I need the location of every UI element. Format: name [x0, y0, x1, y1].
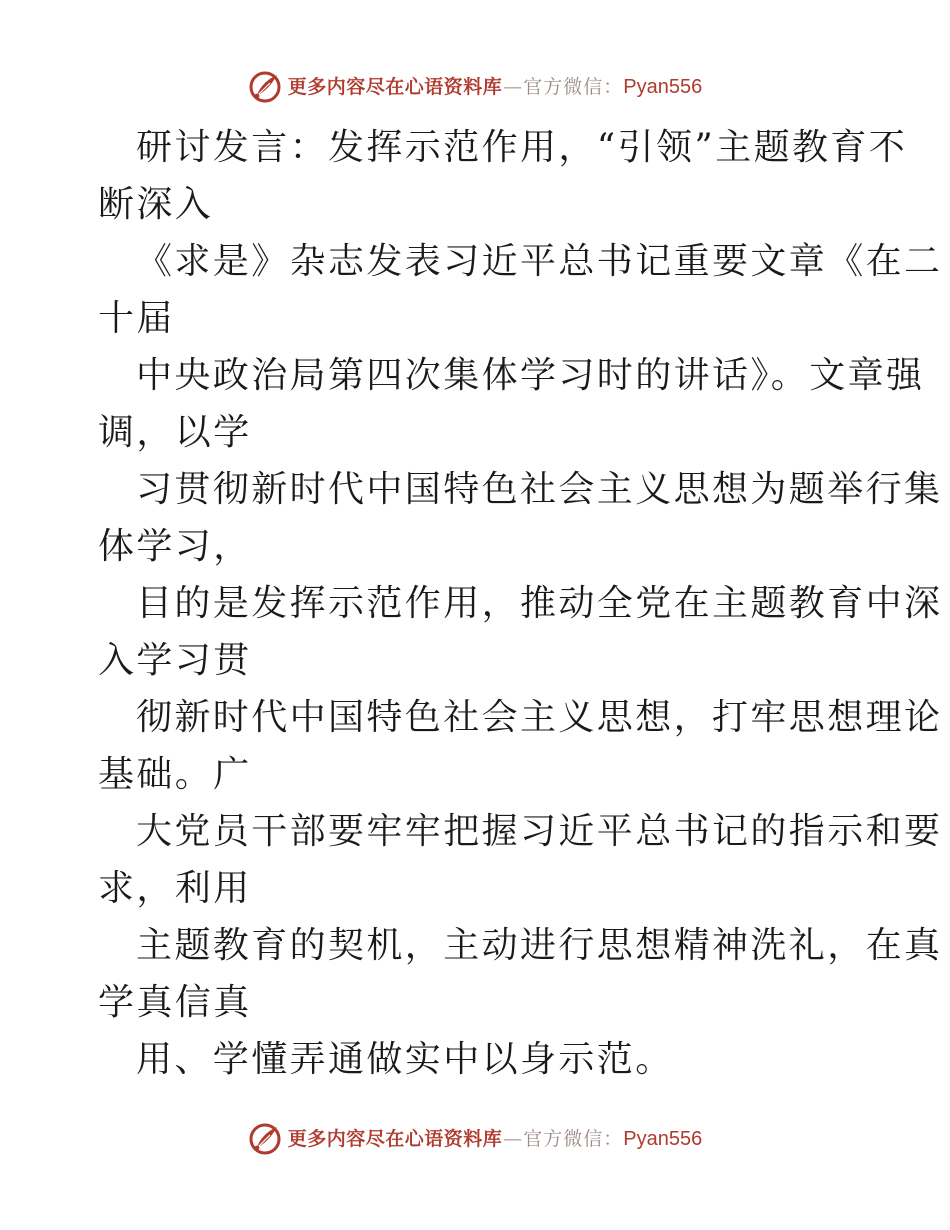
paragraph-line: 入学习贯: [98, 640, 252, 681]
footer-banner: [0, 1122, 950, 1156]
paragraph-line: 体学习，: [98, 526, 252, 567]
paragraph-line: 中央政治局第四次集体学习时的讲话》。文章强: [136, 355, 925, 396]
banner-official-label: 官方微信：: [523, 76, 624, 98]
header-banner: [0, 70, 950, 104]
feather-seal-icon: [248, 1122, 282, 1156]
paragraph-line: 学真信真: [98, 982, 252, 1023]
banner-wechat-id: Pyan556: [623, 76, 703, 98]
banner-site-name: 更多内容尽在心语资料库: [287, 76, 503, 98]
document-title-line: 研讨发言：发挥示范作用，“引领”主题教育不: [136, 127, 908, 168]
banner-separator: —: [503, 1128, 523, 1150]
banner-official-label: 官方微信：: [523, 1128, 624, 1150]
banner-separator: —: [503, 76, 523, 98]
paragraph-line: 用、学懂弄通做实中以身示范。: [136, 1039, 674, 1080]
paragraph-line: 求，利用: [98, 868, 252, 909]
paragraph-line: 习贯彻新时代中国特色社会主义思想为题举行集: [136, 469, 943, 510]
paragraph-line: 调，以学: [98, 412, 252, 453]
paragraph-line: 基础。广: [98, 754, 252, 795]
paragraph-line: 十届: [98, 298, 175, 339]
banner-site-name: 更多内容尽在心语资料库: [287, 1128, 503, 1150]
paragraph-line: 彻新时代中国特色社会主义思想，打牢思想理论: [136, 697, 943, 738]
header-banner-text: [288, 70, 703, 104]
paragraph-line: 主题教育的契机，主动进行思想精神洗礼，在真: [136, 925, 943, 966]
footer-banner-text: [288, 1122, 703, 1156]
paragraph-line: 《求是》杂志发表习近平总书记重要文章《在二: [136, 241, 943, 282]
paragraph-line: 目的是发挥示范作用，推动全党在主题教育中深: [136, 583, 943, 624]
banner-wechat-id: Pyan556: [623, 1128, 703, 1150]
paragraph-line: 大党员干部要牢牢把握习近平总书记的指示和要: [136, 811, 943, 852]
document-body: [98, 119, 943, 1088]
feather-seal-icon: [248, 70, 282, 104]
document-title-line: 断深入: [98, 184, 214, 225]
